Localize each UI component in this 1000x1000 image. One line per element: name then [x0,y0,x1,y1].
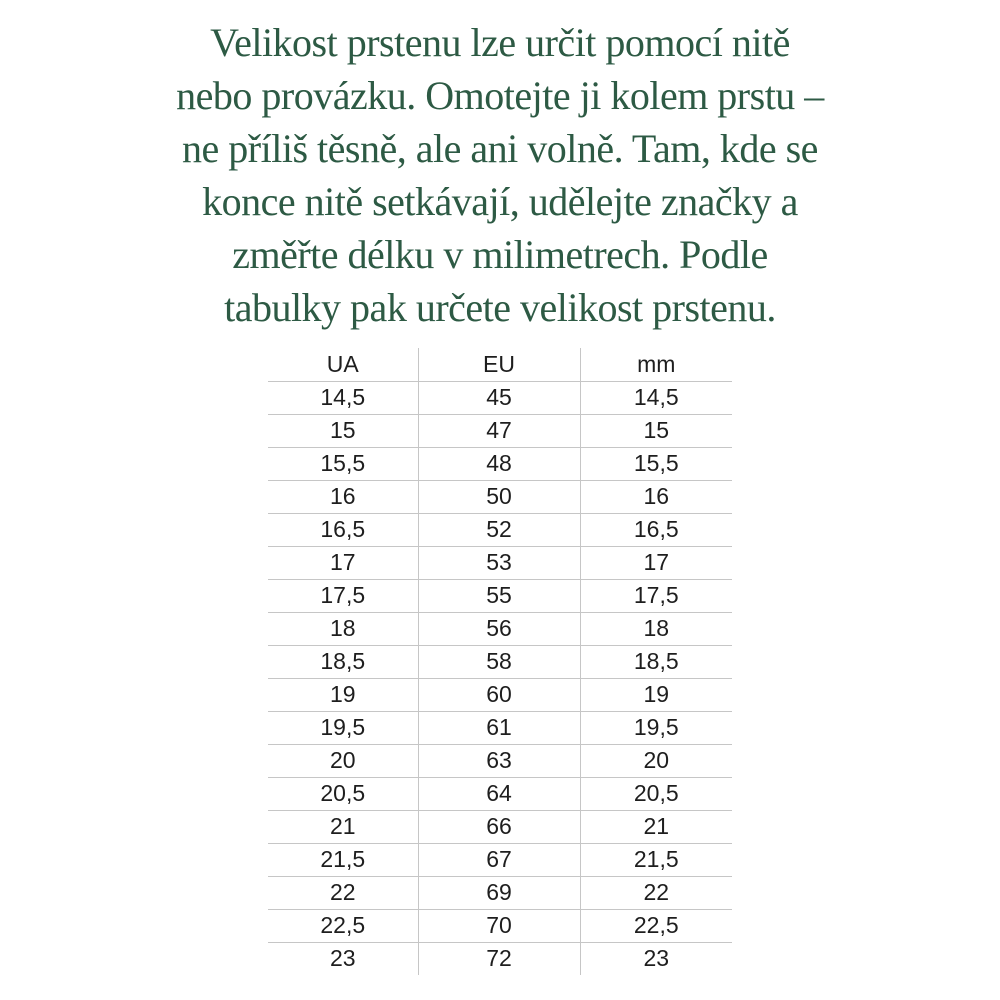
instructions-line: Velikost prstenu lze určit pomocí nitě [210,20,790,65]
table-cell: 20,5 [268,777,418,810]
column-header-eu: EU [418,348,580,381]
table-cell: 18,5 [268,645,418,678]
table-row [268,678,732,711]
table-cell: 19 [580,678,732,711]
table-row [268,645,732,678]
table-row [268,381,732,414]
table-cell: 15 [268,414,418,447]
table-cell: 22,5 [268,909,418,942]
table-cell: 20,5 [580,777,732,810]
table-cell: 22 [268,876,418,909]
table-row [268,909,732,942]
table-cell: 23 [329,945,356,972]
table-row [268,777,732,810]
table-cell: 52 [418,513,580,546]
table-row [268,447,732,480]
table-cell: 45 [418,381,580,414]
table-cell: 16,5 [580,513,732,546]
table-cell: 64 [418,777,580,810]
table-row [268,942,732,975]
table-row [268,546,732,579]
table-header-row [268,348,732,381]
table-cell: 17 [268,546,418,579]
table-cell: 63 [418,744,580,777]
table-cell: 18 [580,612,732,645]
table-cell: 19,5 [268,711,418,744]
table-row [268,810,732,843]
table-row [268,711,732,744]
table-cell: 67 [418,843,580,876]
table-cell: 20 [268,744,418,777]
table-cell: 19 [268,678,418,711]
table-cell: 16 [268,480,418,513]
table-row [268,612,732,645]
table-cell: 15 [580,414,732,447]
table-cell: 21 [268,810,418,843]
table-cell: 18,5 [580,645,732,678]
table-cell: 61 [418,711,580,744]
table-cell: 53 [418,546,580,579]
instructions-line: nebo provázku. Omotejte ji kolem prstu – [176,73,824,118]
table-cell: 48 [418,447,580,480]
instructions-text [0,16,1000,334]
table-cell: 50 [418,480,580,513]
table-cell: 23 [643,945,670,972]
table-cell: 70 [418,909,580,942]
table-cell: 72 [418,942,580,975]
instructions-line: změřte délku v milimetrech. Podle [232,232,768,277]
table-cell: 22,5 [580,909,732,942]
ring-size-guide-page [0,16,1000,1000]
table-cell: 16 [580,480,732,513]
table-cell: 47 [418,414,580,447]
table-cell: 17,5 [580,579,732,612]
table-cell: 22 [580,876,732,909]
instructions-line: tabulky pak určete velikost prstenu. [224,285,776,330]
table-cell: 58 [418,645,580,678]
table-cell: 19,5 [580,711,732,744]
table-cell: 15,5 [580,447,732,480]
instructions-line: konce nitě setkávají, udělejte značky a [202,179,798,224]
table-cell: 18 [268,612,418,645]
table-cell: 69 [418,876,580,909]
table-cell: 21 [580,810,732,843]
table-cell: 14,5 [268,381,418,414]
table-row [268,480,732,513]
table-cell: 21,5 [580,843,732,876]
table-row [268,876,732,909]
instructions-line: ne příliš těsně, ale ani volně. Tam, kde se [182,126,818,171]
table-cell: 55 [418,579,580,612]
table-cell: 14,5 [580,381,732,414]
table-cell: 15,5 [268,447,418,480]
table-cell: 17,5 [268,579,418,612]
table-row [268,744,732,777]
table-row [268,843,732,876]
column-header-mm: mm [580,348,732,381]
table-cell: 56 [418,612,580,645]
column-header-ua: UA [268,348,418,381]
table-cell: 60 [418,678,580,711]
table-cell: 17 [580,546,732,579]
table-cell: 16,5 [268,513,418,546]
table-cell: 21,5 [268,843,418,876]
table-cell: 20 [580,744,732,777]
ring-size-table-body [268,381,732,975]
ring-size-table [268,348,732,975]
table-row [268,414,732,447]
table-row [268,513,732,546]
table-row [268,579,732,612]
table-cell: 66 [418,810,580,843]
